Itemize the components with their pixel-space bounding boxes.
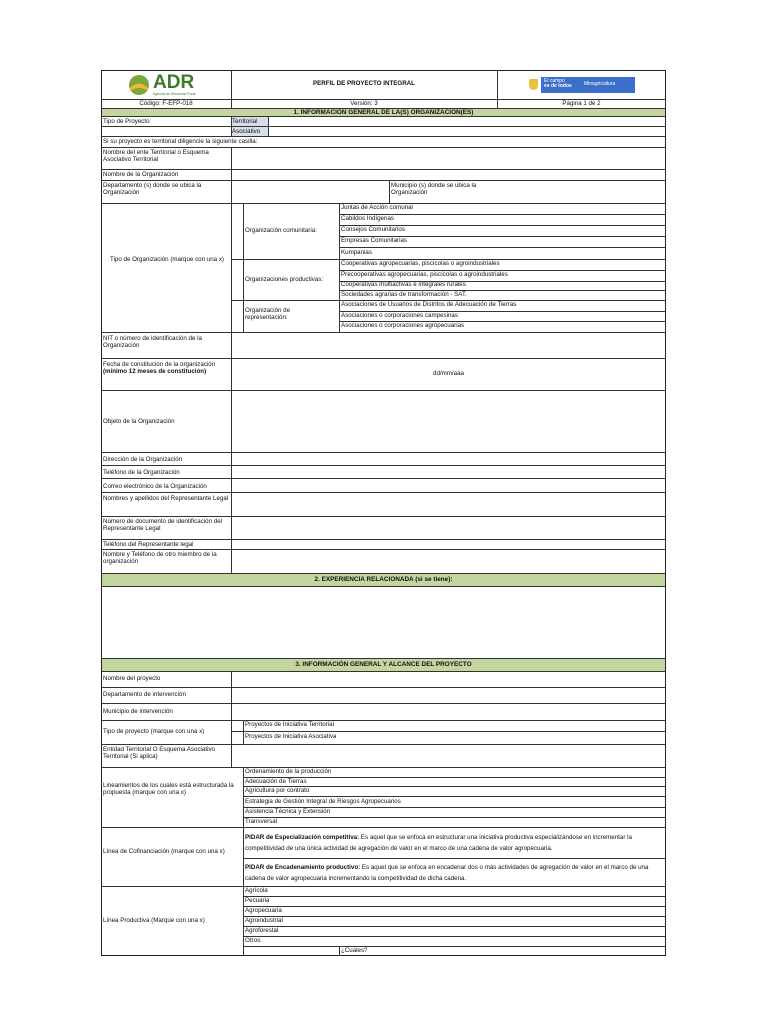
ente-territorial-label: Nombre del ente Territorial o Esquema Asociativo Territorial bbox=[103, 149, 209, 164]
pidar-chaining-option[interactable] bbox=[245, 862, 664, 884]
guideline-item[interactable]: Transversal bbox=[245, 818, 278, 825]
guideline-item[interactable]: Asistencia Técnica y Extensión bbox=[245, 808, 331, 815]
document-version: Versión: 3 bbox=[350, 100, 378, 107]
representation-item[interactable]: Asociaciones o corporaciones agropecuarias bbox=[341, 322, 465, 329]
project-type-item[interactable]: Proyectos de Iniciativa Asociativa bbox=[245, 733, 337, 740]
nit-field[interactable] bbox=[232, 333, 665, 357]
phone-field[interactable] bbox=[232, 466, 665, 477]
document-title: PERFIL DE PROYECTO INTEGRAL bbox=[313, 80, 415, 87]
territorial-entity-field[interactable] bbox=[232, 745, 665, 766]
legal-rep-phone-label: Teléfono del Representante legal bbox=[103, 541, 194, 548]
community-org-label: Organización comunitaria: bbox=[245, 227, 317, 234]
organization-purpose-label: Objeto de la Organización bbox=[103, 418, 175, 425]
community-item[interactable]: Kumpanias bbox=[341, 249, 372, 256]
ente-territorial-field[interactable] bbox=[232, 148, 665, 168]
productive-item[interactable]: Sociedades agrarias de transformación - SAT. bbox=[341, 291, 467, 298]
experience-field[interactable] bbox=[102, 587, 665, 657]
legal-rep-phone-field[interactable] bbox=[232, 540, 665, 548]
other-member-label: Nombre y Teléfono de otro miembro de la organización bbox=[103, 551, 217, 566]
pidar-specialization-title: PIDAR de Especialización competitiva: bbox=[245, 834, 360, 841]
intervention-department-label: Departamento de intervención bbox=[103, 691, 186, 698]
pidar-specialization-option[interactable] bbox=[245, 832, 664, 854]
project-profile-form bbox=[101, 70, 666, 956]
representation-item[interactable]: Asociaciones o corporaciones campesinas bbox=[341, 312, 458, 319]
organization-purpose-field[interactable] bbox=[232, 391, 665, 451]
guidelines-label: Lineamientos de los cuales está estructurada la propuesta (marque con una x) bbox=[103, 782, 234, 797]
territorial-instruction: Si su proyecto es territorial diligencie la siguiente casilla: bbox=[103, 138, 258, 145]
intervention-municipality-label: Municipio de intervención bbox=[103, 708, 173, 715]
phone-label: Teléfono de la Organización bbox=[103, 469, 180, 476]
government-logo bbox=[527, 77, 637, 93]
pidar-specialization-text: Es aquel que se enfoca en estructurar una iniciativa productiva especializándose en incrementar la competitividad de una única actividad de agregación de valor en el marco de una cadena de valor agropecuaria. bbox=[245, 834, 632, 852]
which-ones-label[interactable]: ¿Cuales? bbox=[341, 947, 368, 954]
legal-rep-name-label: Nombres y apellidos del Representante Legal bbox=[103, 495, 229, 502]
productive-line-label: Línea Productiva (Marque con una x) bbox=[103, 917, 205, 924]
community-item[interactable]: Cabildos Indígenas bbox=[341, 215, 394, 222]
campo-logo-line1: El campo bbox=[544, 78, 565, 84]
project-name-label: Nombre del proyecto bbox=[103, 675, 161, 682]
page-number: Página 1 de 2 bbox=[562, 100, 601, 107]
legal-rep-name-field[interactable] bbox=[232, 493, 665, 515]
pidar-chaining-text: Es aquel que se enfoca en encadenar dos o más actividades de agregación de valor en el marco de una cadena de valor agropecuaria incrementando la competitividad de dicha cadena. bbox=[245, 864, 649, 882]
adr-logo bbox=[127, 73, 207, 97]
project-name-field[interactable] bbox=[232, 672, 665, 686]
constitution-date-label-text: Fecha de constitución de la organización bbox=[103, 361, 216, 368]
guideline-item[interactable]: Agricultura por contrato bbox=[245, 787, 310, 794]
cofinancing-line-label: Línea de Cofinanciación (marque con una x) bbox=[103, 848, 225, 855]
organization-name-field[interactable] bbox=[232, 170, 665, 179]
document-code: Código: F-EFP-018 bbox=[139, 100, 193, 107]
email-field[interactable] bbox=[232, 479, 665, 491]
ministry-logo-text: Minagricultura bbox=[584, 81, 616, 87]
other-lines-label: Otros: bbox=[245, 937, 262, 944]
representation-item[interactable]: Asociaciones de Usuarios de Distritos de Adecuación de Tierras bbox=[341, 301, 517, 308]
asociativo-option[interactable]: Asociativo bbox=[232, 128, 261, 135]
organization-type-label: Tipo de Organización (marque con una x) bbox=[110, 256, 224, 263]
productive-org-label: Organizaciones productivas: bbox=[245, 276, 324, 283]
campo-logo-line2: es de todos bbox=[544, 83, 572, 89]
department-field[interactable] bbox=[232, 181, 388, 202]
representation-org-label: Organización de representación: bbox=[245, 307, 291, 322]
guideline-item[interactable]: Ordenamiento de la producción bbox=[245, 768, 332, 775]
address-field[interactable] bbox=[232, 453, 665, 464]
productive-line-item[interactable]: Agrícola bbox=[245, 887, 268, 894]
municipality-label: Municipio (s) donde se ubica la Organización bbox=[391, 182, 477, 197]
nit-label: NIT o número de identificación de la Organización bbox=[103, 335, 202, 350]
email-label: Correo electrónico de la Organización bbox=[103, 483, 207, 490]
section1-title: 1. INFORMACIÓN GENERAL DE LA(S) ORGANIZACIÓN(ES) bbox=[293, 109, 474, 116]
colombia-shield-icon bbox=[529, 79, 538, 90]
productive-line-item[interactable]: Agropecuaria bbox=[245, 907, 282, 914]
section2-title: 2. EXPERIENCIA RELACIONADA (si se tiene): bbox=[314, 576, 453, 583]
pidar-chaining-title: PIDAR de Encadenamiento productivo: bbox=[245, 864, 361, 871]
productive-line-item[interactable]: Agroforestal bbox=[245, 927, 279, 934]
project-type-item[interactable]: Proyectos de Iniciativa Territorial bbox=[245, 721, 334, 728]
guideline-item[interactable]: Estrategia de Gestión Integral de Riesgos Agropecuarios bbox=[245, 798, 401, 805]
legal-rep-document-field[interactable] bbox=[232, 517, 665, 538]
address-label: Dirección de la Organización bbox=[103, 456, 183, 463]
territorial-option[interactable]: Territorial bbox=[232, 118, 258, 125]
productive-item[interactable]: Cooperativas agropecuarias, piscícolas o agroindustriales bbox=[341, 260, 500, 267]
territorial-entity-label: Entidad Territorial O Esquema Asociativo Territorial (Si aplica) bbox=[103, 746, 216, 761]
community-item[interactable]: Empresas Comunitarias bbox=[341, 237, 408, 244]
guideline-item[interactable]: Adecuación de Tierras bbox=[245, 778, 307, 785]
adr-logo-text: ADR bbox=[153, 72, 195, 93]
productive-item[interactable]: Cooperativas multiactivas e integrales rurales bbox=[341, 281, 466, 288]
productive-line-item[interactable]: Pecuaria bbox=[245, 897, 270, 904]
community-item[interactable]: Juntas de Acción comunal bbox=[341, 204, 413, 211]
community-item[interactable]: Consejos Comunitarios bbox=[341, 226, 405, 233]
project-type-label-s3: Tipo de proyecto (marque con una x) bbox=[103, 728, 205, 735]
constitution-date-label bbox=[103, 361, 229, 376]
section3-title: 3. INFORMACIÓN GENERAL Y ALCANCE DEL PROYECTO bbox=[295, 661, 472, 668]
project-type-label: Tipo de Proyecto bbox=[103, 118, 150, 125]
legal-rep-document-label: Número de documento de identificación del Representante Legal bbox=[103, 518, 223, 533]
productive-item[interactable]: Precooperativas agropecuarias, piscícolas o agroindustriales bbox=[341, 271, 508, 278]
constitution-date-requirement: (mínimo 12 meses de constitución) bbox=[103, 368, 207, 376]
intervention-municipality-field[interactable] bbox=[232, 704, 665, 719]
intervention-department-field[interactable] bbox=[232, 688, 665, 702]
other-member-field[interactable] bbox=[232, 550, 665, 572]
department-label: Departamento (s) donde se ubica la Organización bbox=[103, 182, 202, 197]
constitution-date-field[interactable]: dd/mm/aaa bbox=[433, 370, 464, 377]
organization-name-label: Nombre de la Organización bbox=[103, 171, 179, 178]
adr-logo-subtitle: Agencia de Desarrollo Rural bbox=[153, 92, 196, 96]
productive-line-item[interactable]: Agroindustrial bbox=[245, 917, 283, 924]
municipality-field[interactable] bbox=[501, 181, 665, 202]
